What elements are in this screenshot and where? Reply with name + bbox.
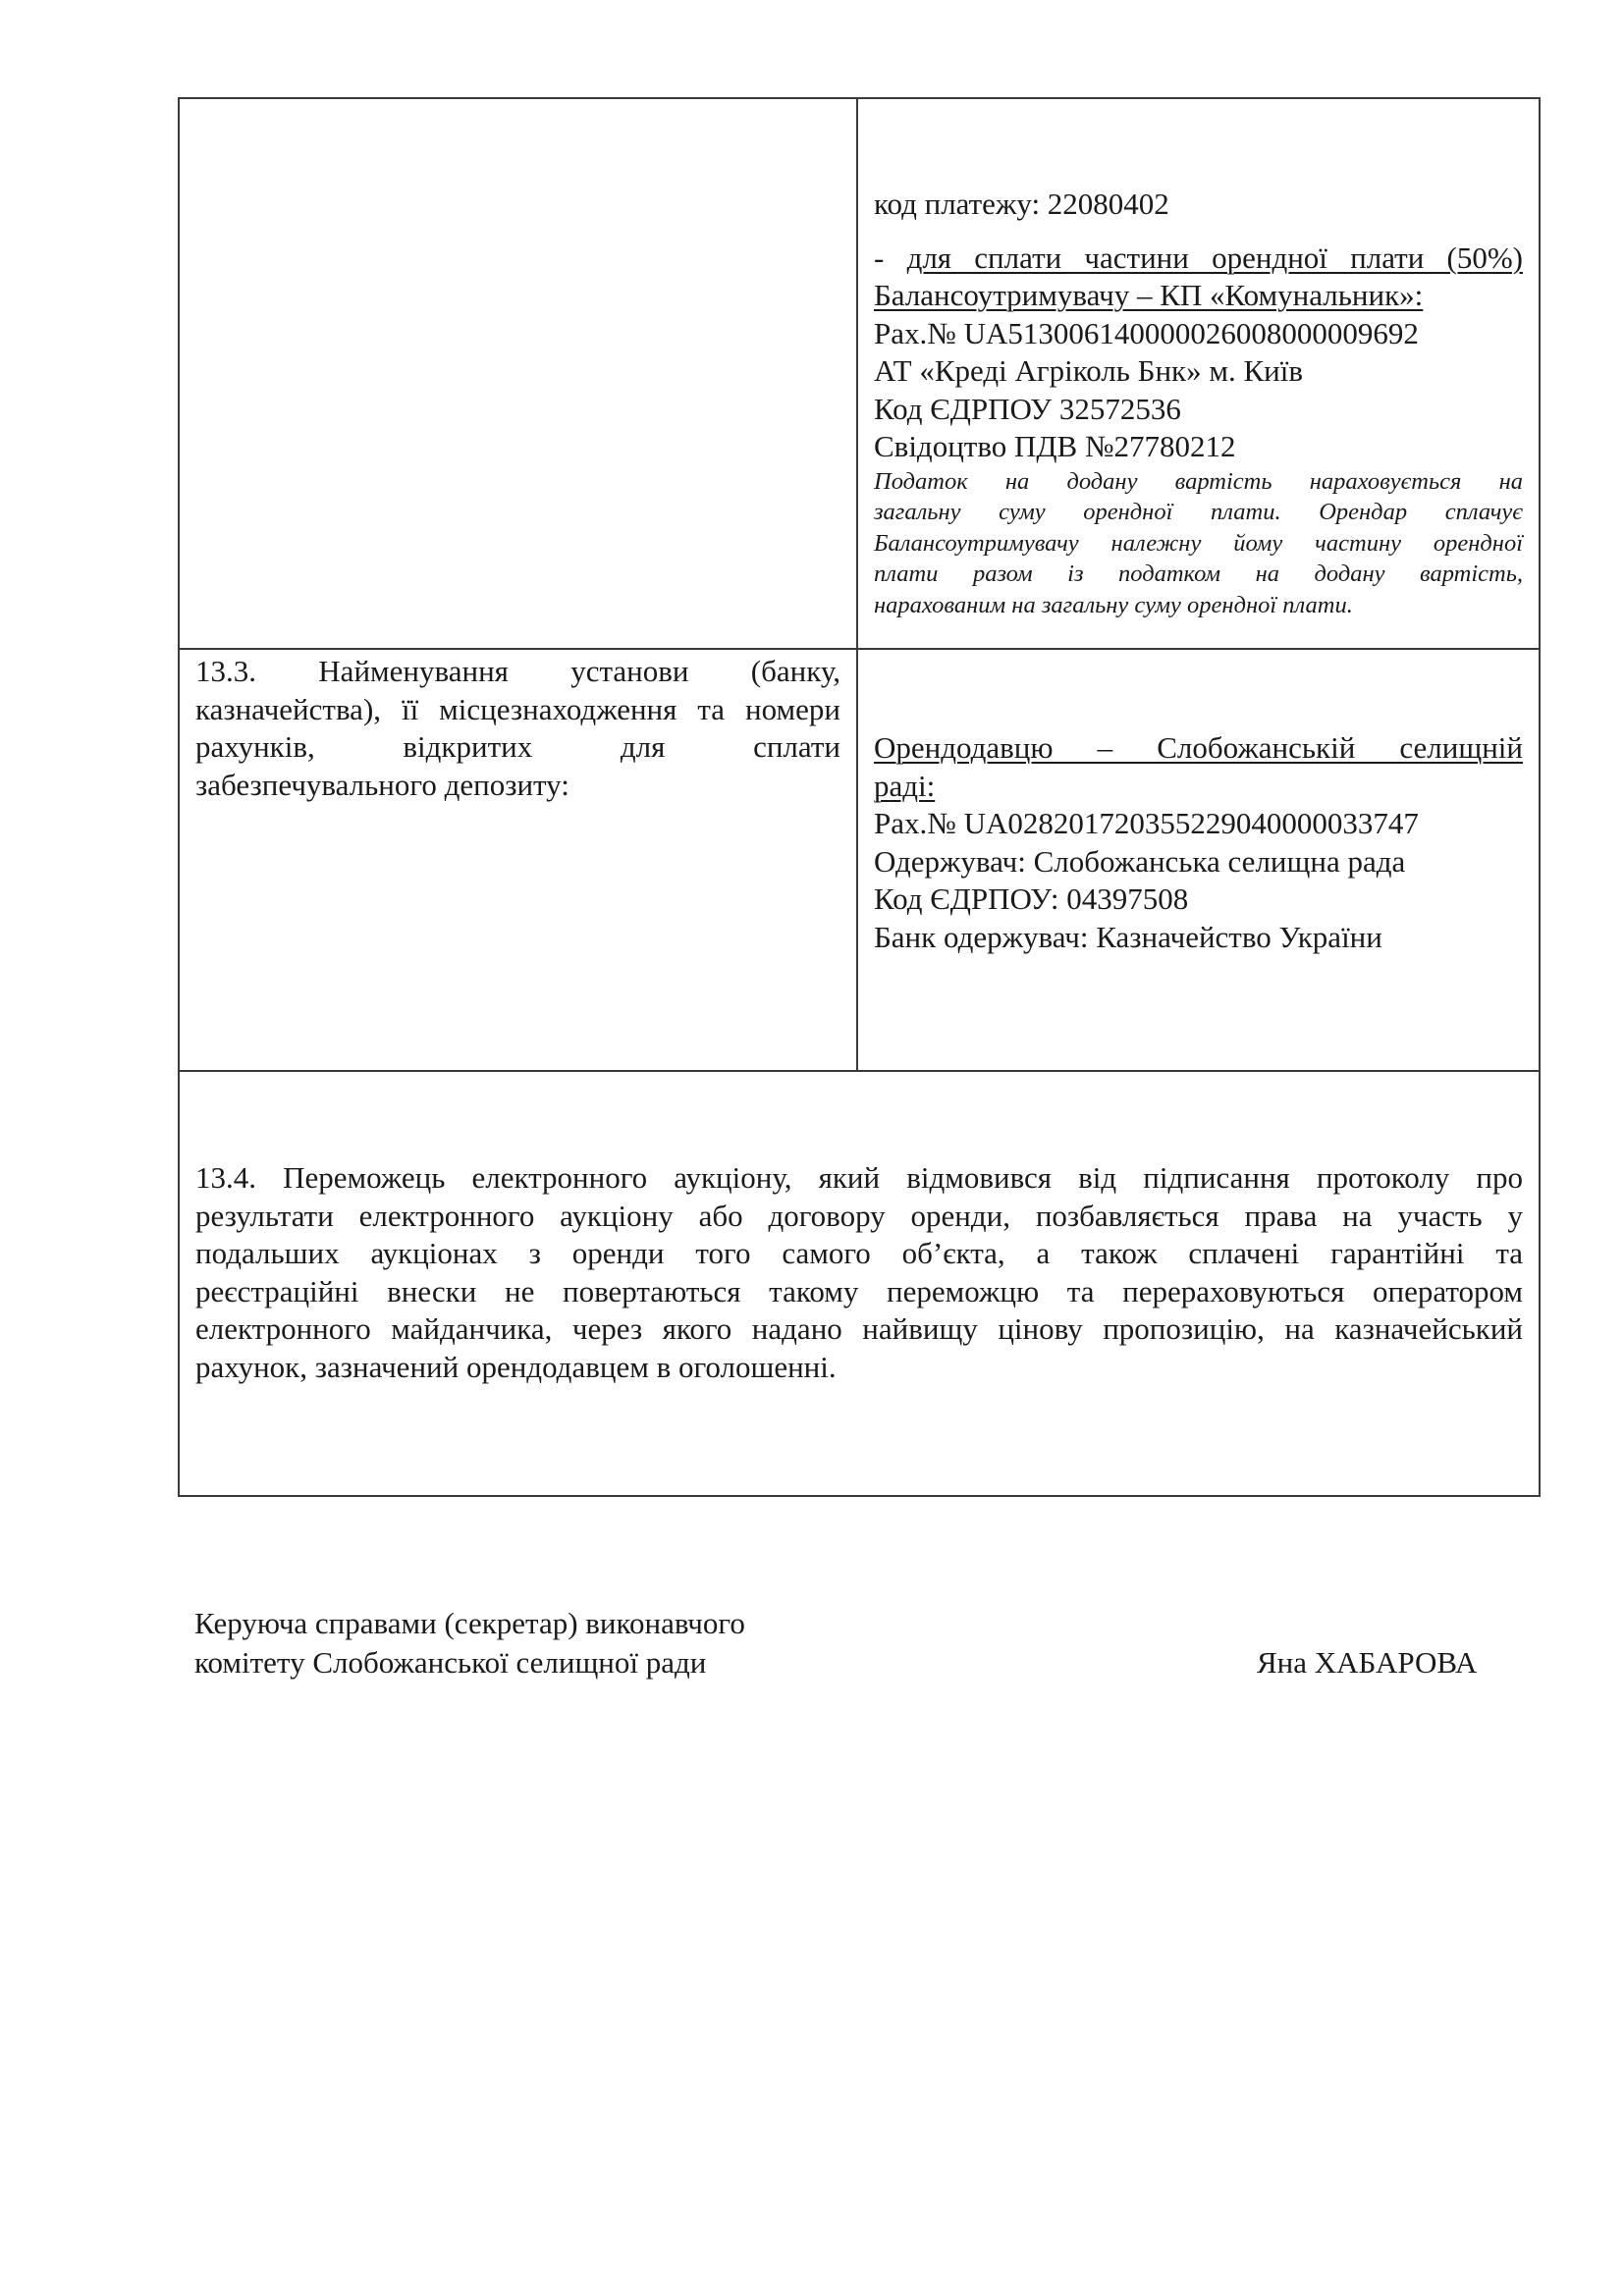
lessor-bank: Банк одержувач: Казначейство України (874, 919, 1382, 954)
lessor-edrpou: Код ЄДРПОУ: 04397508 (874, 881, 1189, 916)
table-row (180, 99, 1539, 650)
signature-block (194, 1604, 745, 1682)
balance-holder-edrpou: Код ЄДРПОУ 32572536 (874, 391, 1181, 426)
balance-holder-vat-certificate: Свідоцтво ПДВ №27780212 (874, 429, 1236, 463)
table-cell-payment-details (858, 99, 1539, 648)
deposit-label-line: забезпечувального депозиту: (195, 767, 569, 802)
vat-note-line: Податок на додану вартість нараховується на (874, 467, 1523, 495)
table-cell-empty (180, 99, 858, 648)
table-cell-deposit-details (858, 650, 1539, 1070)
clause-line: результати електронного аукціону або договору оренди, позбавляється права на участь у (195, 1198, 1523, 1233)
clause-line: реєстраційні внески не повертаються такому переможцю та перераховуються оператором (195, 1273, 1523, 1308)
heading-prefix: - (874, 240, 907, 275)
vat-note-line: Балансоутримувачу належну йому частину орендної (874, 529, 1523, 557)
table-row (180, 1072, 1539, 1495)
table-cell-deposit-label (180, 650, 858, 1070)
table-cell-clause-13-4 (180, 1072, 1539, 1495)
vat-note-line: загальну суму орендної плати. Орендар сплачує (874, 499, 1523, 525)
balance-holder-account: Рах.№ UA513006140000026008000009692 (874, 315, 1419, 350)
balance-holder-heading-line1 (874, 240, 1523, 278)
lessor-account: Рах.№ UA028201720355229040000033747 (874, 806, 1419, 840)
heading-text: для сплати частини орендної плати (50%) (906, 240, 1523, 275)
balance-holder-heading-line2: Балансоутримувачу – КП «Комунальник»: (874, 278, 1424, 312)
signatory-name: Яна ХАБАРОВА (1257, 1645, 1478, 1680)
signatory-title-line1: Керуюча справами (секретар) виконавчого (194, 1606, 745, 1640)
deposit-label-line: 13.3. Найменування установи (банку, (195, 654, 840, 688)
clause-line: 13.4. Переможець електронного аукціону, який відмовився від підписання протоколу про (195, 1160, 1523, 1195)
deposit-label-line: казначейства), її місцезнаходження та номери (195, 691, 840, 726)
clause-line: електронного майданчика, через якого надано найвищу цінову пропозицію, на казначейський (195, 1311, 1523, 1346)
deposit-label-line: рахунків, відкритих для сплати (195, 729, 840, 764)
lessor-recipient: Одержувач: Слобожанська селищна рада (874, 843, 1406, 879)
signatory-title-line2: комітету Слобожанської селищної ради (194, 1645, 707, 1680)
balance-holder-bank: АТ «Креді Агріколь Бнк» м. Київ (874, 353, 1303, 388)
vat-note-line: нарахованим на загальну суму орендної плати. (874, 591, 1353, 618)
clause-line: подальших аукціонах з оренди того самого об’єкта, а також сплачені гарантійні та (195, 1236, 1523, 1270)
vat-note-line: плати разом із податком на додану вартість, (874, 561, 1523, 587)
table-row (180, 650, 1539, 1072)
clause-line: рахунок, зазначений орендодавцем в оголошенні. (195, 1349, 837, 1384)
lessor-heading-line2: раді: (874, 768, 936, 803)
payment-code: код платежу: 22080402 (874, 187, 1169, 221)
lessor-heading-line1: Орендодавцю – Слобожанській селищній (874, 730, 1523, 765)
payment-details-table (178, 97, 1541, 1497)
